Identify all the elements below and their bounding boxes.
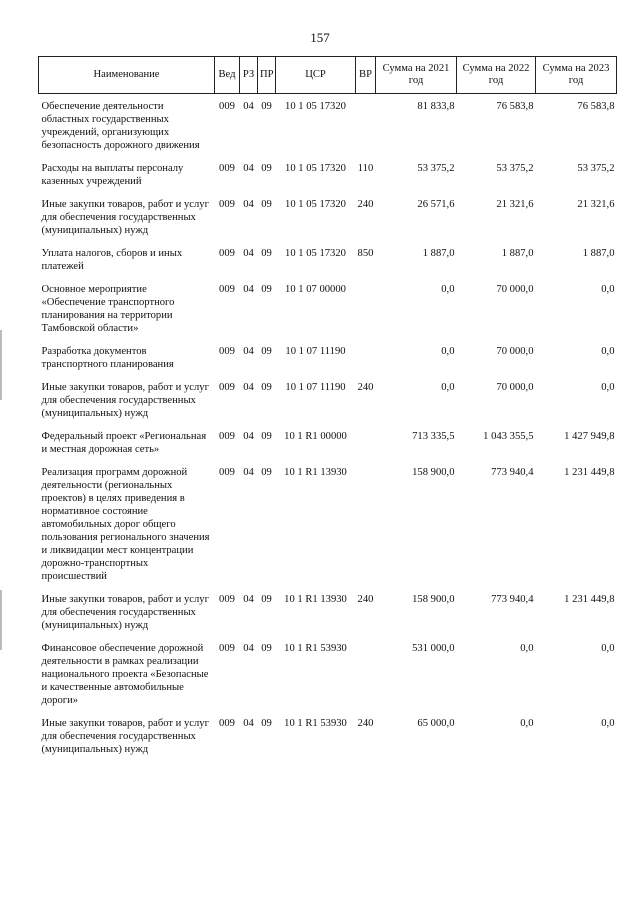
cell-pr: 09 [261, 199, 272, 210]
cell-rz: 04 [243, 284, 254, 295]
cell-sum-2022: 0,0 [520, 643, 534, 654]
cell-sum-2022: 53 375,2 [496, 163, 534, 174]
cell-name: Разработка документов транспортного планирования [41, 346, 174, 370]
cell-sum-2023: 0,0 [601, 643, 615, 654]
cell-csr: 10 1 05 17320 [285, 199, 346, 210]
cell-pr: 09 [261, 643, 272, 654]
table-row [39, 339, 617, 375]
cell-csr: 10 1 07 11190 [285, 382, 346, 393]
cell-rz: 04 [243, 431, 254, 442]
cell-sum-2023: 0,0 [601, 284, 615, 295]
cell-vr: 240 [357, 718, 374, 729]
table-row [39, 424, 617, 460]
cell-sum-2022: 1 887,0 [501, 248, 534, 259]
cell-rz: 04 [243, 199, 254, 210]
cell-sum-2023: 21 321,6 [577, 199, 615, 210]
cell-sum-2021: 713 335,5 [412, 431, 455, 442]
cell-sum-2022: 773 940,4 [491, 594, 534, 605]
cell-ved: 009 [219, 248, 235, 259]
table-row [39, 192, 617, 241]
cell-sum-2022: 1 043 355,5 [483, 431, 534, 442]
cell-vr: 110 [357, 163, 374, 174]
cell-csr: 10 1 R1 53930 [284, 643, 347, 654]
table-row [39, 94, 617, 157]
cell-ved: 009 [219, 382, 235, 393]
cell-rz: 04 [243, 382, 254, 393]
cell-name: Иные закупки товаров, работ и услуг для обеспечения государственных (муниципальных) нужд [41, 382, 209, 419]
cell-sum-2021: 0,0 [441, 346, 455, 357]
cell-name: Иные закупки товаров, работ и услуг для обеспечения государственных (муниципальных) нужд [41, 594, 209, 631]
cell-pr: 09 [261, 431, 272, 442]
cell-csr: 10 1 07 00000 [285, 284, 346, 295]
table-row [39, 277, 617, 339]
table-row [39, 460, 617, 587]
cell-vr [356, 339, 376, 375]
cell-csr: 10 1 05 17320 [285, 248, 346, 259]
cell-pr: 09 [261, 467, 272, 478]
cell-csr: 10 1 07 11190 [285, 346, 346, 357]
cell-sum-2022: 21 321,6 [496, 199, 534, 210]
cell-sum-2021: 26 571,6 [417, 199, 455, 210]
table-row [39, 711, 617, 760]
cell-sum-2021: 53 375,2 [417, 163, 455, 174]
cell-csr: 10 1 05 17320 [285, 101, 346, 112]
cell-vr [356, 424, 376, 460]
cell-rz: 04 [243, 594, 254, 605]
cell-name: Федеральный проект «Региональная и местная дорожная сеть» [41, 431, 207, 455]
cell-sum-2023: 53 375,2 [577, 163, 615, 174]
cell-sum-2023: 0,0 [601, 718, 615, 729]
page-number: 157 [310, 30, 330, 45]
budget-table [38, 56, 617, 760]
cell-ved: 009 [219, 346, 235, 357]
cell-name: Иные закупки товаров, работ и услуг для обеспечения государственных (муниципальных) нужд [41, 199, 209, 236]
header-sum-2022: Сумма на 2022 год [457, 57, 536, 94]
cell-sum-2021: 0,0 [441, 284, 455, 295]
cell-rz: 04 [243, 163, 254, 174]
cell-vr: 240 [357, 199, 374, 210]
cell-sum-2022: 70 000,0 [496, 346, 534, 357]
cell-sum-2023: 1 427 949,8 [564, 431, 615, 442]
cell-rz: 04 [243, 643, 254, 654]
table-row [39, 156, 617, 192]
cell-pr: 09 [261, 101, 272, 112]
cell-sum-2022: 0,0 [520, 718, 534, 729]
cell-sum-2022: 70 000,0 [496, 284, 534, 295]
cell-csr: 10 1 R1 13930 [284, 467, 347, 478]
table-row [39, 587, 617, 636]
cell-rz: 04 [243, 248, 254, 259]
header-sum-2023: Сумма на 2023 год [536, 57, 617, 94]
cell-sum-2022: 70 000,0 [496, 382, 534, 393]
cell-sum-2021: 65 000,0 [417, 718, 455, 729]
cell-csr: 10 1 R1 00000 [284, 431, 347, 442]
cell-vr [356, 636, 376, 711]
cell-sum-2021: 81 833,8 [417, 101, 455, 112]
cell-vr [356, 460, 376, 587]
cell-ved: 009 [219, 594, 235, 605]
header-name: Наименование [39, 57, 215, 94]
table-body [39, 94, 617, 761]
cell-csr: 10 1 R1 53930 [284, 718, 347, 729]
cell-rz: 04 [243, 718, 254, 729]
cell-sum-2023: 0,0 [601, 382, 615, 393]
table-row [39, 241, 617, 277]
header-sum-2021: Сумма на 2021 год [376, 57, 457, 94]
header-ved: Вед [215, 57, 240, 94]
cell-csr: 10 1 05 17320 [285, 163, 346, 174]
cell-ved: 009 [219, 284, 235, 295]
cell-pr: 09 [261, 594, 272, 605]
cell-ved: 009 [219, 718, 235, 729]
cell-ved: 009 [219, 467, 235, 478]
cell-sum-2021: 158 900,0 [412, 594, 455, 605]
cell-pr: 09 [261, 382, 272, 393]
cell-vr: 240 [357, 382, 374, 393]
cell-ved: 009 [219, 431, 235, 442]
cell-ved: 009 [219, 199, 235, 210]
cell-csr: 10 1 R1 13930 [284, 594, 347, 605]
table-row [39, 636, 617, 711]
table-header-row [39, 57, 617, 94]
cell-name: Иные закупки товаров, работ и услуг для обеспечения государственных (муниципальных) нужд [41, 718, 209, 755]
header-pr: ПР [258, 57, 276, 94]
cell-name: Уплата налогов, сборов и иных платежей [41, 248, 183, 272]
cell-sum-2021: 1 887,0 [422, 248, 455, 259]
table-row [39, 375, 617, 424]
cell-ved: 009 [219, 163, 235, 174]
cell-pr: 09 [261, 284, 272, 295]
cell-pr: 09 [261, 346, 272, 357]
cell-name: Основное мероприятие «Обеспечение транспортного планирования на территории Тамбовской области» [41, 284, 175, 334]
cell-sum-2023: 1 887,0 [582, 248, 615, 259]
cell-sum-2021: 531 000,0 [412, 643, 455, 654]
cell-pr: 09 [261, 718, 272, 729]
cell-sum-2023: 76 583,8 [577, 101, 615, 112]
cell-sum-2022: 773 940,4 [491, 467, 534, 478]
scan-edge-shadow [0, 330, 2, 400]
cell-vr: 240 [357, 594, 374, 605]
cell-name: Расходы на выплаты персоналу казенных учреждений [41, 163, 184, 187]
cell-name: Обеспечение деятельности областных государственных учреждений, организующих безопасность дорожного движения [41, 101, 200, 151]
cell-sum-2022: 76 583,8 [496, 101, 534, 112]
cell-pr: 09 [261, 248, 272, 259]
cell-pr: 09 [261, 163, 272, 174]
cell-ved: 009 [219, 643, 235, 654]
cell-sum-2023: 1 231 449,8 [564, 467, 615, 478]
cell-name: Финансовое обеспечение дорожной деятельности в рамках реализации национального проекта «Безопасные и качественные автомобильные дороги» [41, 643, 209, 706]
cell-name: Реализация программ дорожной деятельности (региональных проектов) в целях приведения в нормативное состояние автомобильных дорог общего пользования регионального значения и ликвидации мест концентрации дорожно-транспортных происшествий [41, 467, 210, 582]
cell-sum-2023: 1 231 449,8 [564, 594, 615, 605]
header-rz: РЗ [240, 57, 258, 94]
cell-vr [356, 94, 376, 157]
cell-sum-2023: 0,0 [601, 346, 615, 357]
cell-rz: 04 [243, 346, 254, 357]
header-vr: ВР [356, 57, 376, 94]
cell-vr [356, 277, 376, 339]
cell-sum-2021: 0,0 [441, 382, 455, 393]
scan-edge-shadow [0, 590, 2, 650]
header-csr: ЦСР [276, 57, 356, 94]
cell-sum-2021: 158 900,0 [412, 467, 455, 478]
cell-ved: 009 [219, 101, 235, 112]
cell-vr: 850 [357, 248, 374, 259]
cell-rz: 04 [243, 467, 254, 478]
cell-rz: 04 [243, 101, 254, 112]
